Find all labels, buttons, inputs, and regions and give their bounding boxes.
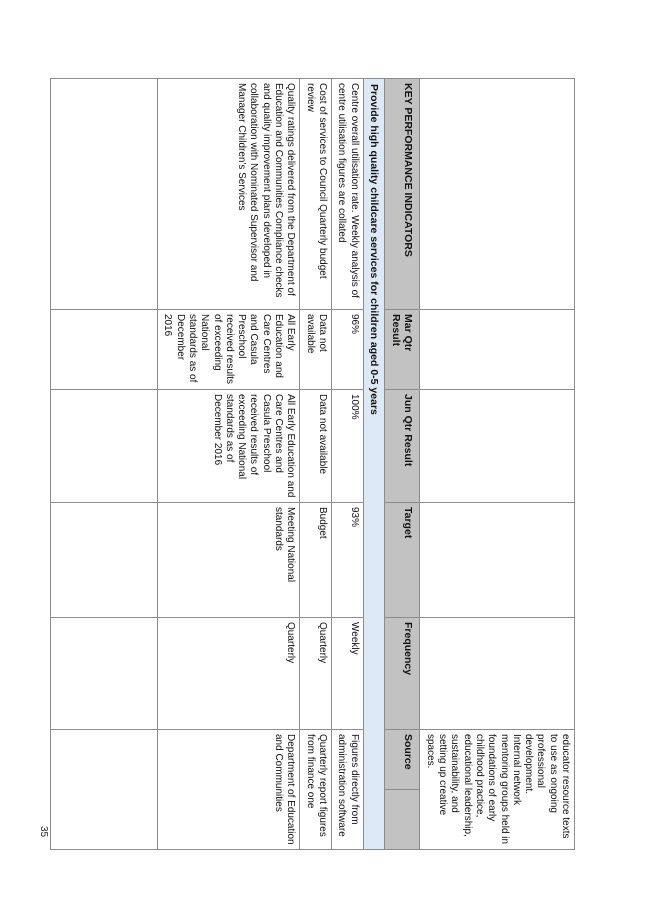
kpi-cell: Centre overall utilisation rate. Weekly analysis of centre utilisation figures are collated xyxy=(331,79,363,310)
target-cell: 93% xyxy=(331,503,363,618)
header-row xyxy=(384,79,420,850)
mar-result-cell: 96% xyxy=(331,310,363,390)
kpi-table xyxy=(50,78,575,850)
frequency-cell: Weekly xyxy=(331,618,363,730)
continued-line: foundations of early childhood practice, xyxy=(473,734,498,822)
header-extra xyxy=(384,790,420,850)
continued-cell-empty xyxy=(420,618,575,730)
continued-line: educational leadership, sustainability, and xyxy=(449,734,473,837)
header-source: Source xyxy=(384,730,420,790)
continued-row xyxy=(420,79,575,850)
empty-row xyxy=(51,79,158,850)
empty-cell xyxy=(51,618,158,730)
jun-result-cell: Data not available xyxy=(300,390,332,503)
continued-line: professional development. xyxy=(523,734,547,795)
mar-result-cell: Data not available xyxy=(300,310,332,390)
continued-line: Internal network mentoring groups held in xyxy=(498,734,522,845)
header-target: Target xyxy=(384,503,420,618)
empty-cell xyxy=(51,390,158,503)
source-cell: Figures directly from administration software xyxy=(331,730,363,850)
jun-result-cell: All Early Education and Care Centres and Casula Preschool received results of exceeding National standards as of December 2016 xyxy=(158,390,300,503)
kpi-cell: Cost of services to Council Quarterly budget review xyxy=(300,79,332,310)
jun-result-cell: 100% xyxy=(331,390,363,503)
kpi-cell: Quality ratings delivered from the Department of Education and Communities Compliance checks and quality improvement plans developed in collaboration with Nominated Supervisor and Manager Children's Services xyxy=(158,79,300,310)
section-row xyxy=(363,79,384,850)
table-row xyxy=(300,79,332,850)
continued-cell-empty xyxy=(420,310,575,390)
section-title: Provide high quality childcare services for children aged 0-5 years xyxy=(363,79,384,850)
header-frequency: Frequency xyxy=(384,618,420,730)
header-kpi: KEY PERFORMANCE INDICATORS xyxy=(384,79,420,310)
target-cell: Budget xyxy=(300,503,332,618)
continued-cell-empty xyxy=(420,79,575,310)
empty-cell xyxy=(51,503,158,618)
frequency-cell: Quarterly xyxy=(158,618,300,730)
frequency-cell: Quarterly xyxy=(300,618,332,730)
rotated-kpi-table-container xyxy=(83,78,575,850)
page-number: 35 xyxy=(38,825,50,838)
target-cell: Meeting National standards xyxy=(158,503,300,618)
table-row xyxy=(331,79,363,850)
empty-cell xyxy=(51,730,158,850)
continued-line: educator resource texts to use as ongoing xyxy=(547,734,571,839)
continued-line: setting up creative spaces. xyxy=(424,734,449,816)
table-row xyxy=(158,79,300,850)
continued-cell-empty xyxy=(420,390,575,503)
continued-cell-empty xyxy=(420,503,575,618)
source-cell: Department of Education and Communities xyxy=(158,730,300,850)
source-cell: Quarterly report figures from finance one xyxy=(300,730,332,850)
mar-result-cell: All Early Education and Care Centres and Casula Preschool received results of exceeding National standards as of December 2016 xyxy=(158,310,300,390)
empty-cell xyxy=(51,310,158,390)
empty-cell xyxy=(51,79,158,310)
header-mar-qtr: Mar Qtr Result xyxy=(384,310,420,390)
header-jun-qtr: Jun Qtr Result xyxy=(384,390,420,503)
continued-cell-text xyxy=(420,730,575,850)
